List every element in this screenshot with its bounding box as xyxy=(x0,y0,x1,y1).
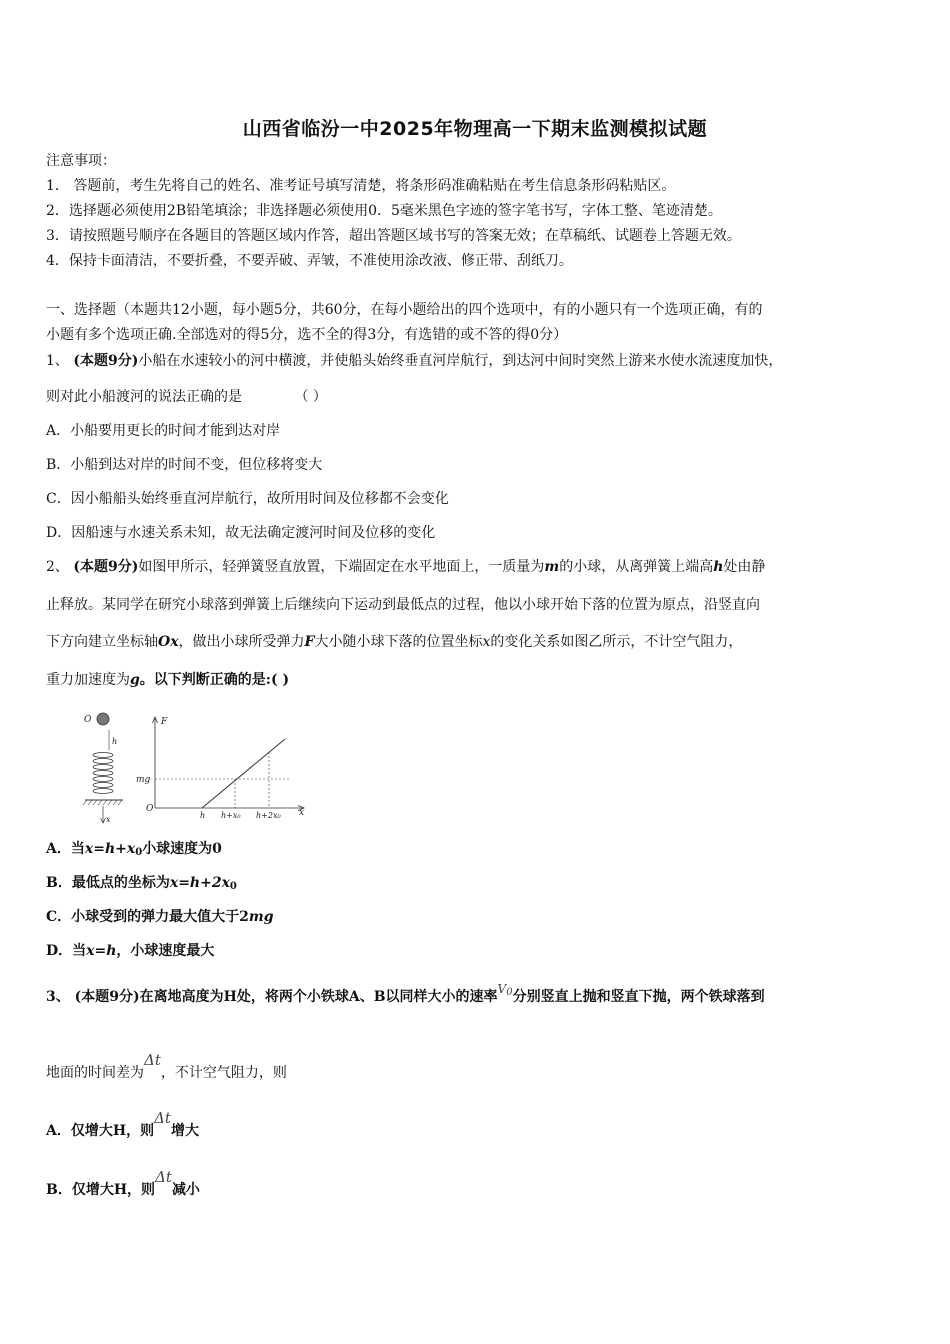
section-intro-line-2: 小题有多个选项正确.全部选对的得5分，选不全的得3分，有选错的或不答的得0分） xyxy=(46,327,568,343)
q1-option-b: B．小船到达对岸的时间不变，但位移将变大 xyxy=(46,457,323,473)
q2-option-a-sub: 0 xyxy=(135,847,143,858)
graph-mg-label: mg xyxy=(136,775,151,785)
q3-delta-t: Δt xyxy=(144,1051,161,1069)
graph-tick-h: h xyxy=(200,811,206,820)
q2-option-a xyxy=(46,839,222,863)
q1-option-a: A．小船要用更长的时间才能到达对岸 xyxy=(46,423,281,439)
q3-v0 xyxy=(498,982,513,996)
q2-var-g: g xyxy=(130,672,140,688)
ball-icon xyxy=(97,713,109,725)
q2-option-c xyxy=(46,907,274,927)
q2-text-1b: 的小球，从离弹簧上端高 xyxy=(559,559,714,575)
q1-text-2: 则对此小船渡河的说法正确的是 xyxy=(46,389,242,405)
notice-item-2: 2．选择题必须使用2B铅笔填涂；非选择题必须使用0．5毫米黑色字迹的签字笔书写，字体工整、笔迹清楚。 xyxy=(46,203,722,219)
q3-option-a-dt: Δt xyxy=(154,1109,171,1127)
q2-var-m: m xyxy=(544,559,560,575)
q2-option-b xyxy=(46,873,237,897)
q3-text-1a: 在离地高度为H处，将两个小铁球A、B以同样大小的速率 xyxy=(139,989,498,1005)
q3-stem-line-1 xyxy=(46,982,765,1011)
q2-option-b-sub: 0 xyxy=(229,881,237,892)
q3-stem-line-2 xyxy=(46,1051,287,1083)
q3-option-b xyxy=(46,1168,200,1200)
graph-tick-h-x0: h+x₀ xyxy=(221,811,241,820)
graph-force-line xyxy=(202,739,285,808)
q2-text-4a: 重力加速度为 xyxy=(46,672,130,688)
q2-option-b-label: B．最低点的坐标为 xyxy=(46,875,170,891)
fig-x-arrow-label: x xyxy=(106,815,111,824)
q3-option-b-rest: 减小 xyxy=(171,1182,200,1198)
q2-number: 2、 xyxy=(46,559,69,575)
q3-text-2b: ，不计空气阻力，则 xyxy=(160,1065,287,1081)
q3-number: 3、 xyxy=(46,989,70,1005)
graph-x-label: x xyxy=(299,808,305,818)
graph-tick-h-2x0: h+2x₀ xyxy=(256,811,281,820)
q2-option-d-rest: ，小球速度最大 xyxy=(116,943,215,959)
q1-option-c: C．因小船船头始终垂直河岸航行，故所用时间及位移都不会变化 xyxy=(46,491,449,507)
q2-text-4b: 。以下判断正确的是:( ) xyxy=(139,672,290,688)
q2-text-3c: 大小随小球下落的位置坐标 xyxy=(314,634,483,650)
q3-option-b-label: B．仅增大H，则 xyxy=(46,1182,156,1198)
ground-hatch xyxy=(83,800,122,805)
q2-option-b-expr: x=h+2x xyxy=(169,875,230,891)
q3-score: (本题9分) xyxy=(74,989,140,1005)
notice-item-4: 4．保持卡面清洁，不要折叠，不要弄破、弄皱，不准使用涂改液、修正带、刮纸刀。 xyxy=(46,253,573,269)
q2-var-f: F xyxy=(304,634,315,650)
q2-stem-line-1 xyxy=(46,557,765,577)
q2-text-1a: 如图甲所示，轻弹簧竖直放置，下端固定在水平地面上，一质量为 xyxy=(138,559,545,575)
q1-option-d: D．因船速与水速关系未知，故无法确定渡河时间及位移的变化 xyxy=(46,525,436,541)
notice-item-3: 3．请按照题号顺序在各题目的答题区域内作答，超出答题区域书写的答案无效；在草稿纸、试题卷上答题无效。 xyxy=(46,228,741,244)
graph-f-label: F xyxy=(161,717,168,727)
q2-option-d xyxy=(46,941,214,961)
q1-score: (本题9分) xyxy=(73,353,139,369)
q3-option-b-dt: Δt xyxy=(155,1168,172,1186)
q2-option-d-label: D．当 xyxy=(46,943,87,959)
q2-text-3a: 下方向建立坐标轴 xyxy=(46,634,158,650)
notice-item-1: 1． 答题前，考生先将自己的姓名、准考证号填写清楚，将条形码准确粘贴在考生信息条形码粘贴区。 xyxy=(46,178,676,194)
q3-option-a xyxy=(46,1109,199,1141)
q3-option-a-rest: 增大 xyxy=(170,1123,199,1139)
notice-heading: 注意事项： xyxy=(46,153,116,169)
section-intro-line-1: 一、选择题（本题共12小题，每小题5分，共60分，在每小题给出的四个选项中，有的小题只有一个选项正确，有的 xyxy=(46,302,763,318)
q2-stem-line-2: 止释放。某同学在研究小球落到弹簧上后继续向下运动到最低点的过程，他以小球开始下落的位置为原点，沿竖直向 xyxy=(46,597,760,613)
q3-option-a-label: A．仅增大H，则 xyxy=(46,1123,155,1139)
q1-stem-line-1 xyxy=(46,351,782,371)
q2-option-d-expr: x=h xyxy=(86,943,117,959)
q3-v0-symbol: V xyxy=(497,982,507,996)
q2-option-a-expr: x=h+x xyxy=(84,841,136,857)
q2-option-c-label: C．小球受到的弹力最大值大于2 xyxy=(46,909,249,925)
spring-icon xyxy=(93,753,113,794)
q2-var-ox: Ox xyxy=(158,634,179,650)
q2-option-a-label: A．当 xyxy=(46,841,85,857)
q2-score: (本题9分) xyxy=(73,559,139,575)
q1-stem-line-2 xyxy=(46,387,327,407)
fig-h-label: h xyxy=(112,737,118,746)
q2-stem-line-3 xyxy=(46,632,742,652)
q2-text-1c: 处由静 xyxy=(723,559,766,575)
q2-text-3d: 的变化关系如图乙所示，不计空气阻力， xyxy=(490,634,743,650)
q2-option-c-expr: mg xyxy=(248,909,274,925)
q2-var-x: x xyxy=(482,634,491,650)
page-title: 山西省临汾一中2025年物理高一下期末监测模拟试题 xyxy=(242,118,708,140)
q3-text-2a: 地面的时间差为 xyxy=(46,1065,144,1081)
q3-v0-sub: 0 xyxy=(506,987,513,998)
q3-text-1b: 分别竖直上抛和竖直下抛，两个铁球落到 xyxy=(512,989,765,1005)
fig-ball-origin-label: O xyxy=(84,715,92,725)
q2-var-h: h xyxy=(713,559,724,575)
q1-text-1: 小船在水速较小的河中横渡，并使船头始终垂直河岸航行，到达河中间时突然上游来水使水流速度加快， xyxy=(138,353,783,369)
q1-answer-paren: （ ） xyxy=(294,389,327,405)
graph-origin-label: O xyxy=(146,804,154,814)
q2-stem-line-4 xyxy=(46,670,289,690)
q1-number: 1、 xyxy=(46,353,69,369)
q2-option-a-rest: 小球速度为0 xyxy=(142,841,222,857)
q2-text-3b: ，做出小球所受弹力 xyxy=(178,634,305,650)
q2-figure xyxy=(75,708,315,828)
